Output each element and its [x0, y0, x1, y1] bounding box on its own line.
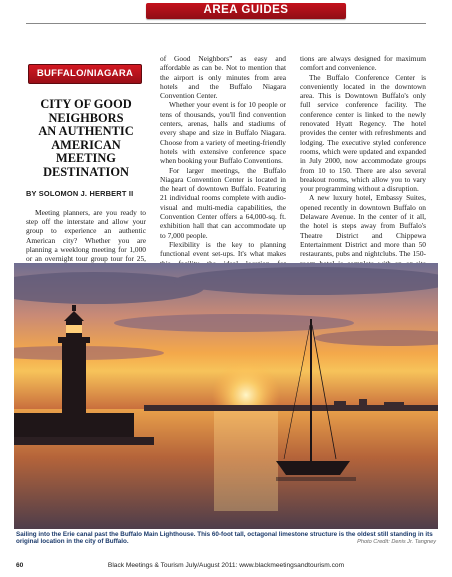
- headline-line: NEIGHBORS: [48, 110, 124, 125]
- headline-line: DESTINATION: [43, 164, 129, 179]
- section-banner: [146, 3, 346, 19]
- body-paragraph: A new luxury hotel, Embassy Suites, opened recently in downtown Buffalo on Delaware Avenue. In the center of it all, the hotel is steps away from Buffalo's Theatre District and Chippewa Entertainment District and more than 50 restaurants, pubs and nightclubs. The 150-: [300, 193, 426, 259]
- lighthouse-lamp: [66, 325, 82, 333]
- body-paragraph: For larger meetings, the Buffalo Niagara Convention Center is located in the heart of downtown Buffalo. Featuring 21 individual rooms complete with audio-visual and multi-media capabilities, the Convention Center offers a 64,000-sq. ft. exhibition hall that can accommodate up to 7,000 people.: [160, 165, 286, 240]
- destination-tag: BUFFALO/NIAGARA: [28, 64, 142, 84]
- sun-reflection: [214, 411, 278, 511]
- body-paragraph: of Good Neighbors” as easy and affordable as can be. Not to mention that the airport is only minutes from area hotels and the Buffalo Niagara Convention Center.: [160, 54, 286, 101]
- header-rule: [26, 23, 426, 24]
- body-paragraph: The Buffalo Conference Center is conveniently located in the downtown area. This is Downtown Buffalo's only full service conference facility. The conference center is linked to the newly renovated Hyatt Regency. The hotel provides the center with refreshments and lodging. The executive styled conference rooms, which were updated and expanded in July 2000, now accommodate groups from 10 to 150. There are also several breakout rooms, which allow you to vary your programming without a disruption.: [300, 72, 426, 194]
- lighthouse-sunset-photo: [14, 263, 438, 529]
- page-number: 60: [16, 562, 24, 569]
- body-paragraph: Whether your event is for 10 people or tens of thousands, you'll find convention centers, arenas, halls and stadiums of every shape and size in Buffalo Niagara. Choose from a variety of meeting-friendly hotels with extensive conference space when booking your Buffalo Conventions.: [160, 100, 286, 166]
- photo-credit: Photo Credit: Denis Jr. Tangney: [357, 539, 436, 545]
- photo-caption: Sailing into the Erie canal past the Buffalo Main Lighthouse. This 60-foot tall, octagonal limestone structure is the oldest still standing in its original location in the city of Buffalo.: [16, 531, 433, 546]
- boat-reflection: [276, 477, 356, 481]
- body-paragraph: tions are always designed for maximum comfort and convenience.: [300, 54, 426, 73]
- footer-publication: Black Meetings & Tourism July/August 2011: www.blackmeetingsandtourism.com: [107, 562, 345, 569]
- article-headline: [26, 98, 146, 180]
- headline-line: AMERICAN MEETING: [51, 137, 121, 166]
- body-paragraph: Flexibility is the key to planning functional event set-ups. It's what makes: [160, 239, 286, 259]
- headline-line: CITY OF GOOD: [40, 97, 132, 111]
- section-title: AREA GUIDES: [203, 4, 289, 16]
- headline-line: AN AUTHENTIC: [38, 124, 134, 139]
- body-paragraph: Meeting planners, are you ready to step off the interstate and allow your group to experience an authentic American city? Whether you are planning a weeklong meeting for 1,000 or an overnight tour group tour for 25,: [26, 207, 146, 264]
- article-byline: BY SOLOMON J. HERBERT II: [26, 188, 134, 198]
